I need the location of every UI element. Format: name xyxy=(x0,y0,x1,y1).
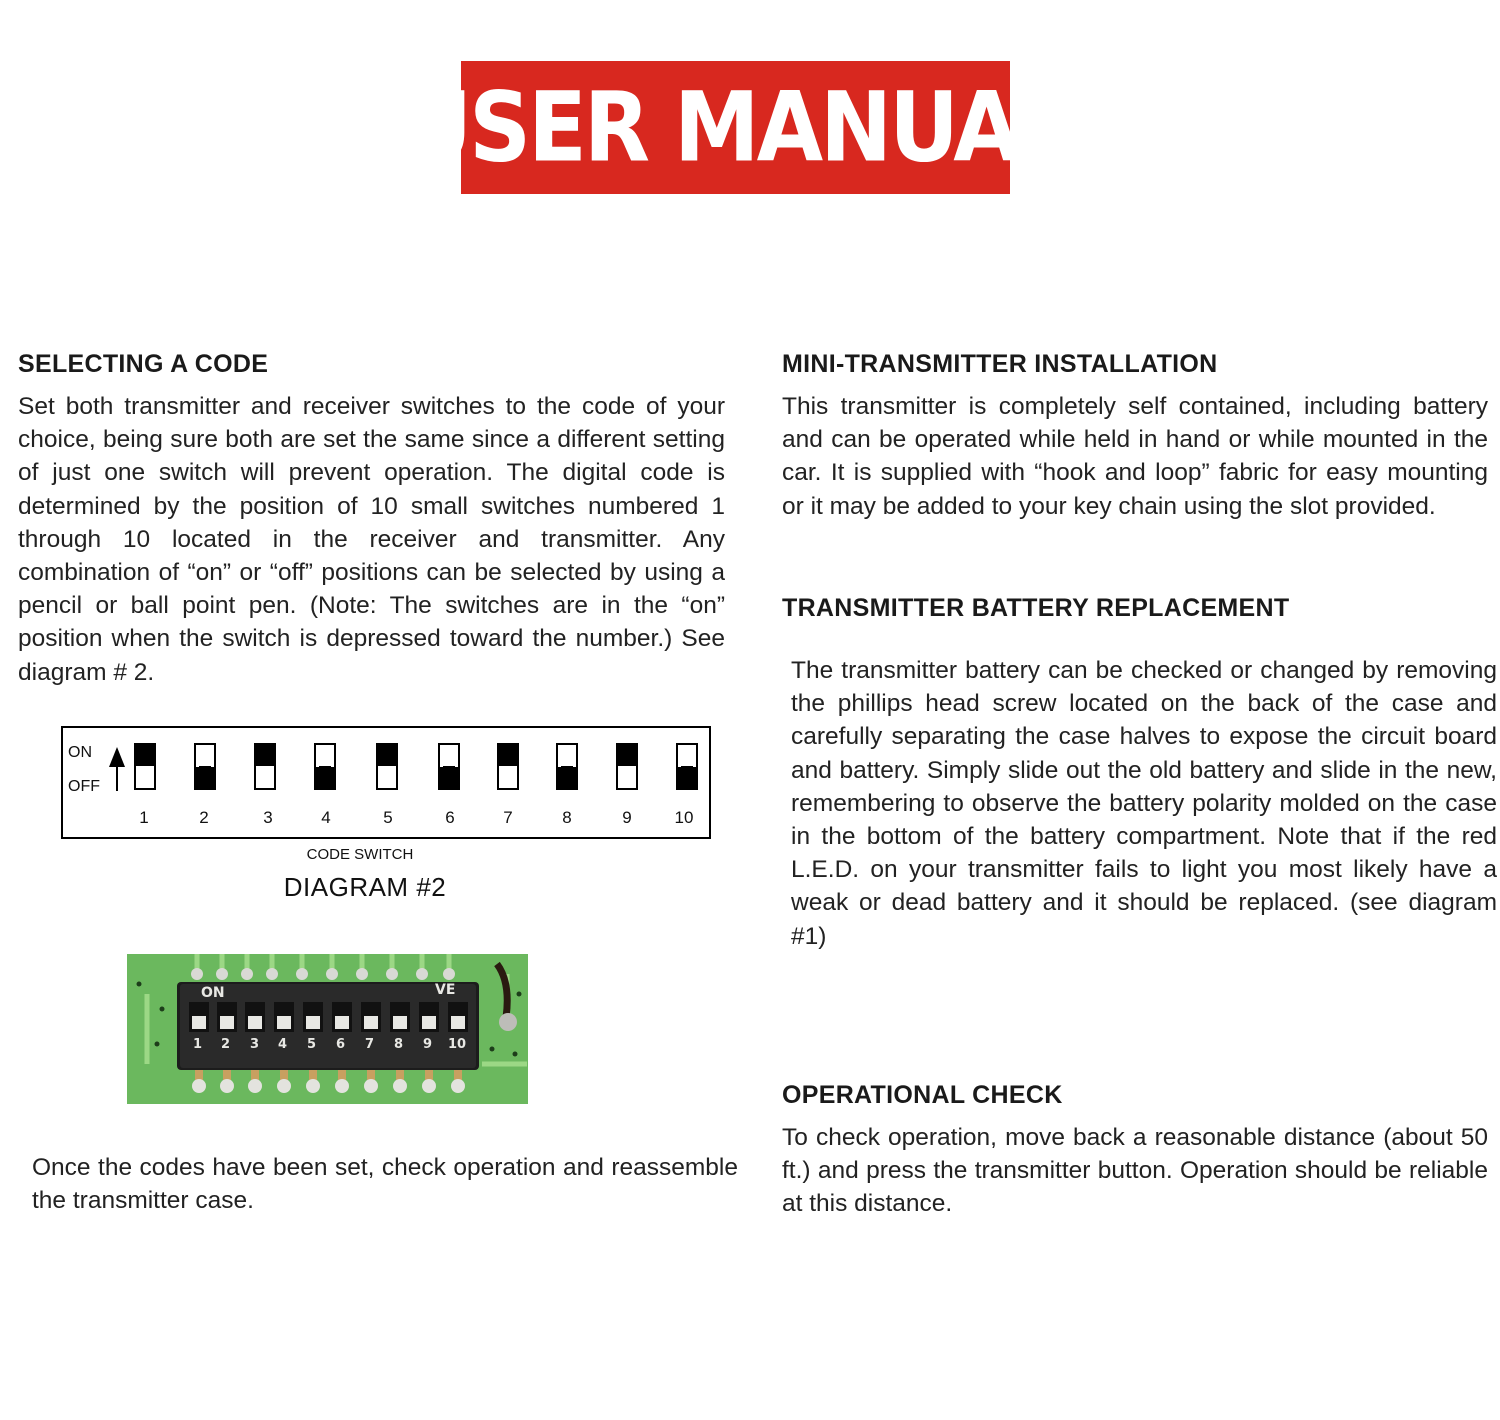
photo-switch-number: 7 xyxy=(365,1037,375,1052)
operational-check-heading: OPERATIONAL CHECK xyxy=(782,1081,1063,1109)
arrow-up-icon xyxy=(106,745,128,793)
photo-switch-number: 9 xyxy=(423,1037,433,1052)
selecting-code-text: Set both transmitter and receiver switches to the code of your choice, being sure both are set the same since a different setting of just one switch will prevent operation. The digital code is determined by the position of 10 small switches numbered 1 through 10 located in the receiver and transmitter. Any combination of “on” or “off” positions can be selected by using a pencil or ball point pen. (Note: The switches are in the “on” position when the switch is depressed toward the number.) See diagram # 2. xyxy=(18,393,725,686)
dip-switch-1 xyxy=(134,743,156,790)
photo-on-text: ON xyxy=(201,985,225,1001)
switch-number: 9 xyxy=(622,808,632,827)
mini-transmitter-text: This transmitter is completely self contained, including battery and can be operated while held in hand or while mounted in the car. It is supplied with “hook and loop” fabric for easy mounting or it may be added to your key chain using the slot provided. xyxy=(782,393,1488,520)
photo-switch-number: 10 xyxy=(448,1037,467,1052)
photo-switch-number: 4 xyxy=(278,1037,288,1052)
photo-switch-number: 3 xyxy=(250,1037,260,1052)
dip-switch-8 xyxy=(556,743,578,790)
switch-number: 7 xyxy=(503,808,513,827)
title-banner xyxy=(402,61,1069,194)
dip-switch-2 xyxy=(194,743,216,790)
code-switch-caption: CODE SWITCH xyxy=(306,846,414,863)
switch-number: 6 xyxy=(445,808,455,827)
dip-switch-3 xyxy=(254,743,276,790)
photo-switch-number: 2 xyxy=(221,1037,231,1052)
photo-switch-number: 5 xyxy=(307,1037,317,1052)
once-codes-text: Once the codes have been set, check operation and reassemble the transmitter case. xyxy=(32,1154,738,1215)
dip-switch-10 xyxy=(676,743,698,790)
on-label: ON xyxy=(68,744,92,761)
switch-number: 4 xyxy=(321,808,331,827)
selecting-code-heading: SELECTING A CODE xyxy=(18,350,269,378)
switch-number: 5 xyxy=(383,808,393,827)
switch-number: 8 xyxy=(562,808,572,827)
switch-number: 10 xyxy=(674,808,694,827)
dip-switch-9 xyxy=(616,743,638,790)
battery-replacement-heading: TRANSMITTER BATTERY REPLACEMENT xyxy=(782,594,1290,622)
photo-switch-number: 6 xyxy=(336,1037,346,1052)
photo-switch-number: 8 xyxy=(394,1037,404,1052)
operational-check-text: To check operation, move back a reasonable distance (about 50 ft.) and press the transmitter button. Operation should be reliable at this distance. xyxy=(782,1124,1488,1218)
dip-switch-5 xyxy=(376,743,398,790)
switch-number: 2 xyxy=(199,808,209,827)
dip-switch-6 xyxy=(438,743,460,790)
dip-switch-7 xyxy=(497,743,519,790)
battery-replacement-text: The transmitter battery can be checked or changed by removing the phillips head screw located on the back of the case and carefully separating the case halves to expose the circuit board and battery. Simply slide out the old battery and slide in the new, remembering to observe the battery polarity molded on the case in the bottom of the battery compartment. Note that if the red L.E.D. on your transmitter fails to light you most likely have a weak or dead battery and it should be replaced. (see diagram #1) xyxy=(791,657,1497,950)
dip-switch-photo xyxy=(127,954,528,1104)
diagram-caption: DIAGRAM #2 xyxy=(283,872,447,902)
mini-transmitter-heading: MINI-TRANSMITTER INSTALLATION xyxy=(782,350,1218,378)
off-label: OFF xyxy=(68,778,100,795)
photo-switch-number: 1 xyxy=(193,1037,203,1052)
page-title: USER MANUAL xyxy=(402,71,1069,184)
photo-corner-text: VE xyxy=(435,982,456,998)
dip-switch-4 xyxy=(314,743,336,790)
switch-number: 3 xyxy=(263,808,273,827)
switch-number: 1 xyxy=(139,808,149,827)
